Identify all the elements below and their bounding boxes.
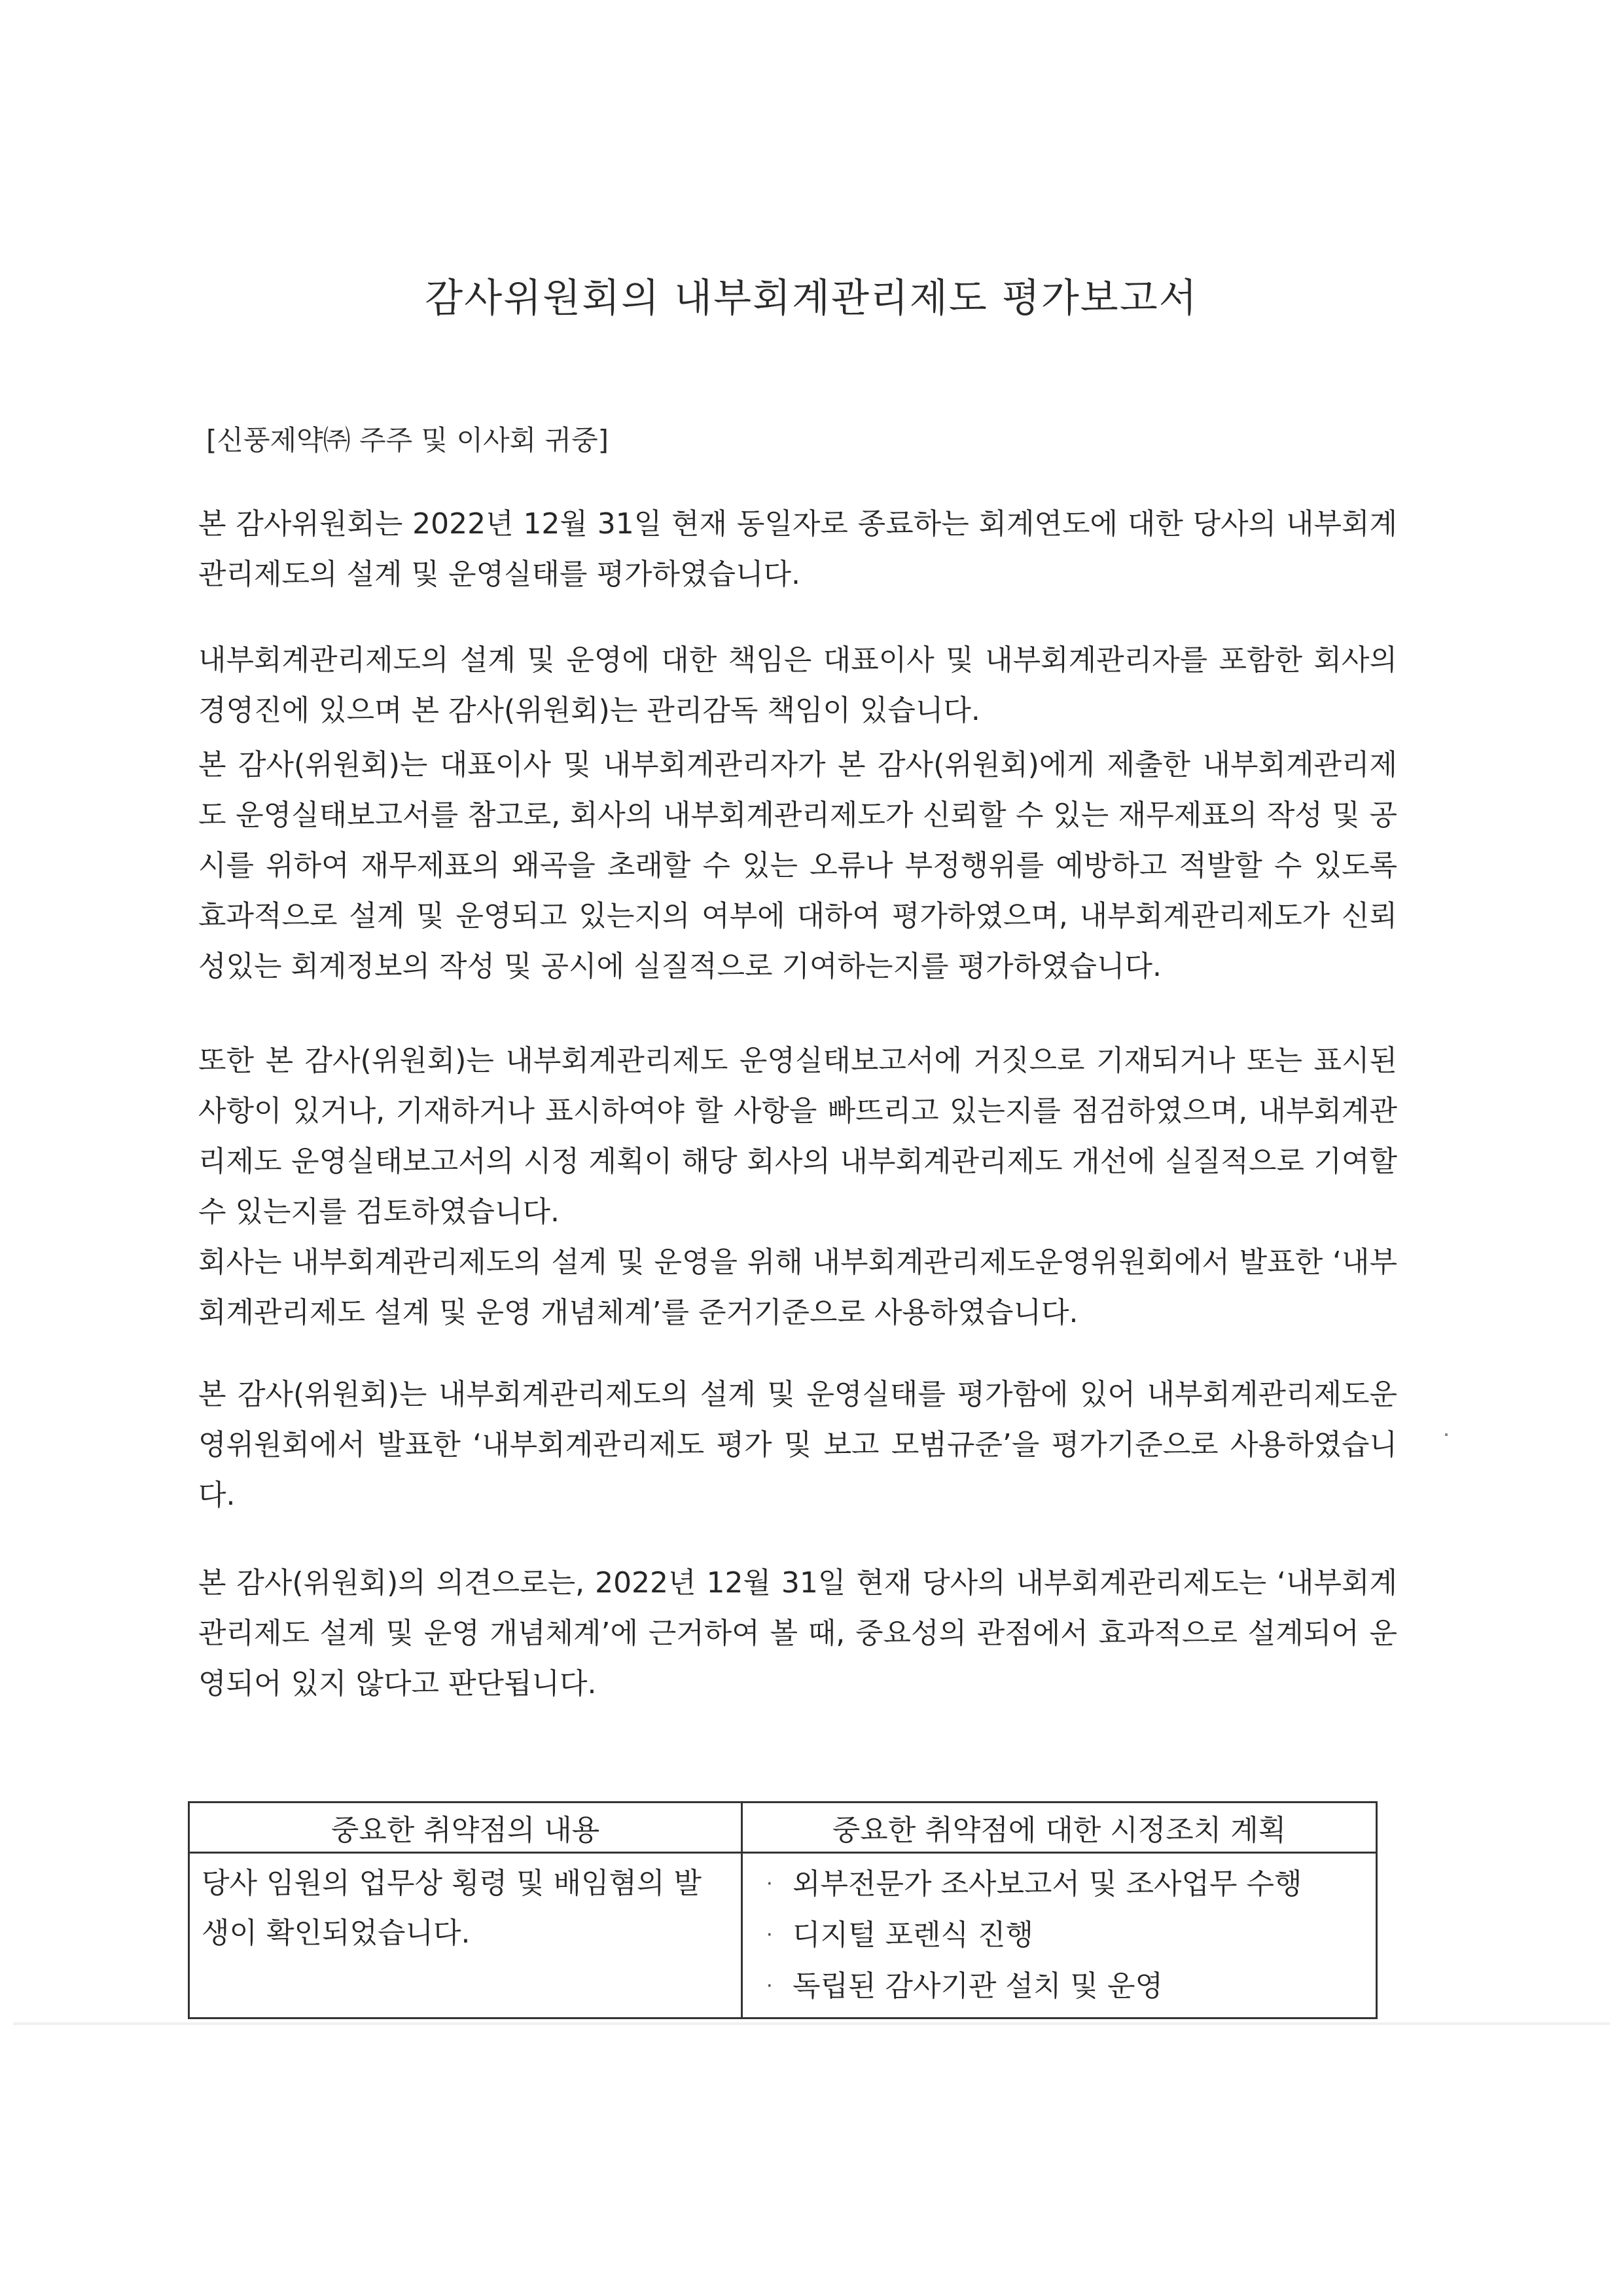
weakness-description: 당사 임원의 업무상 횡령 및 배임혐의 발생이 확인되었습니다.	[189, 1853, 742, 2018]
report-title: 감사위원회의 내부회계관리제도 평가보고서	[425, 276, 1198, 321]
bullet-icon: ·	[766, 1975, 773, 1998]
paragraph-report-review: 또한 본 감사(위원회)는 내부회계관리제도 운영실태보고서에 거짓으로 기재되거나 또는 표시된 사항이 있거나, 기재하거나 표시하여야 할 사항을 빠뜨리고 있는지를 점검하였으며, 내부회계관리제도 운영실태보고서의 시정 계획이 해당 회사의 내부회계관리제도 개선에 실질적으로 기여할 수 있는지를 검토하였습니다.	[198, 1044, 1397, 1229]
list-item	[766, 1859, 1364, 1910]
addressee: [신풍제약㈜ 주주 및 이사회 귀중]	[206, 424, 609, 456]
table-header-row	[189, 1803, 1377, 1853]
paragraph-opinion: 본 감사(위원회)의 의견으로는, 2022년 12월 31일 현재 당사의 내부회계관리제도는 ‘내부회계관리제도 설계 및 운영 개념체계’에 근거하여 볼 때, 중요성의 관점에서 효과적으로 설계되어 운영되어 있지 않다고 판단됩니다.	[198, 1566, 1397, 1700]
list-item	[766, 1961, 1364, 2012]
material-weakness-table	[188, 1801, 1378, 2019]
corrective-plan-cell	[742, 1853, 1377, 2018]
table-header-weakness: 중요한 취약점의 내용	[189, 1803, 742, 1853]
scan-artifact-line	[13, 2022, 1610, 2025]
plan-item-text: 독립된 감사기관 설치 및 운영	[793, 1969, 1163, 2003]
plan-item-text: 외부전문가 조사보고서 및 조사업무 수행	[793, 1867, 1302, 1901]
paragraph-evaluation-method: 본 감사(위원회)는 대표이사 및 내부회계관리자가 본 감사(위원회)에게 제출한 내부회계관리제도 운영실태보고서를 참고로, 회사의 내부회계관리제도가 신뢰할 수 있는 재무제표의 작성 및 공시를 위하여 재무제표의 왜곡을 초래할 수 있는 오류나 부정행위를 예방하고 적발할 수 있도록 효과적으로 설계 및 운영되고 있는지의 여부에 대하여 평가하였으며, 내부회계관리제도가 신뢰성있는 회계정보의 작성 및 공시에 실질적으로 기여하는지를 평가하였습니다.	[198, 748, 1397, 983]
corrective-plan-list	[755, 1859, 1364, 2012]
plan-item-text: 디지털 포렌식 진행	[793, 1918, 1034, 1952]
paragraph-evaluation-scope: 본 감사위원회는 2022년 12월 31일 현재 동일자로 종료하는 회계연도에 대한 당사의 내부회계관리제도의 설계 및 운영실태를 평가하였습니다.	[198, 507, 1397, 591]
table-row	[189, 1853, 1377, 2018]
scan-artifact-speck	[1445, 1433, 1448, 1436]
list-item	[766, 1910, 1364, 1961]
paragraph-responsibility: 내부회계관리제도의 설계 및 운영에 대한 책임은 대표이사 및 내부회계관리자를 포함한 회사의 경영진에 있으며 본 감사(위원회)는 관리감독 책임이 있습니다.	[198, 643, 1397, 727]
table-header-corrective-plan: 중요한 취약점에 대한 시정조치 계획	[742, 1803, 1377, 1853]
paragraph-reference-framework: 회사는 내부회계관리제도의 설계 및 운영을 위해 내부회계관리제도운영위원회에서 발표한 ‘내부회계관리제도 설계 및 운영 개념체계’를 준거기준으로 사용하였습니다.	[198, 1246, 1397, 1329]
bullet-icon: ·	[766, 1873, 773, 1895]
paragraph-evaluation-criteria: 본 감사(위원회)는 내부회계관리제도의 설계 및 운영실태를 평가함에 있어 내부회계관리제도운영위원회에서 발표한 ‘내부회계관리제도 평가 및 보고 모범규준’을 평가기준으로 사용하였습니다.	[198, 1378, 1397, 1512]
bullet-icon: ·	[766, 1924, 773, 1946]
